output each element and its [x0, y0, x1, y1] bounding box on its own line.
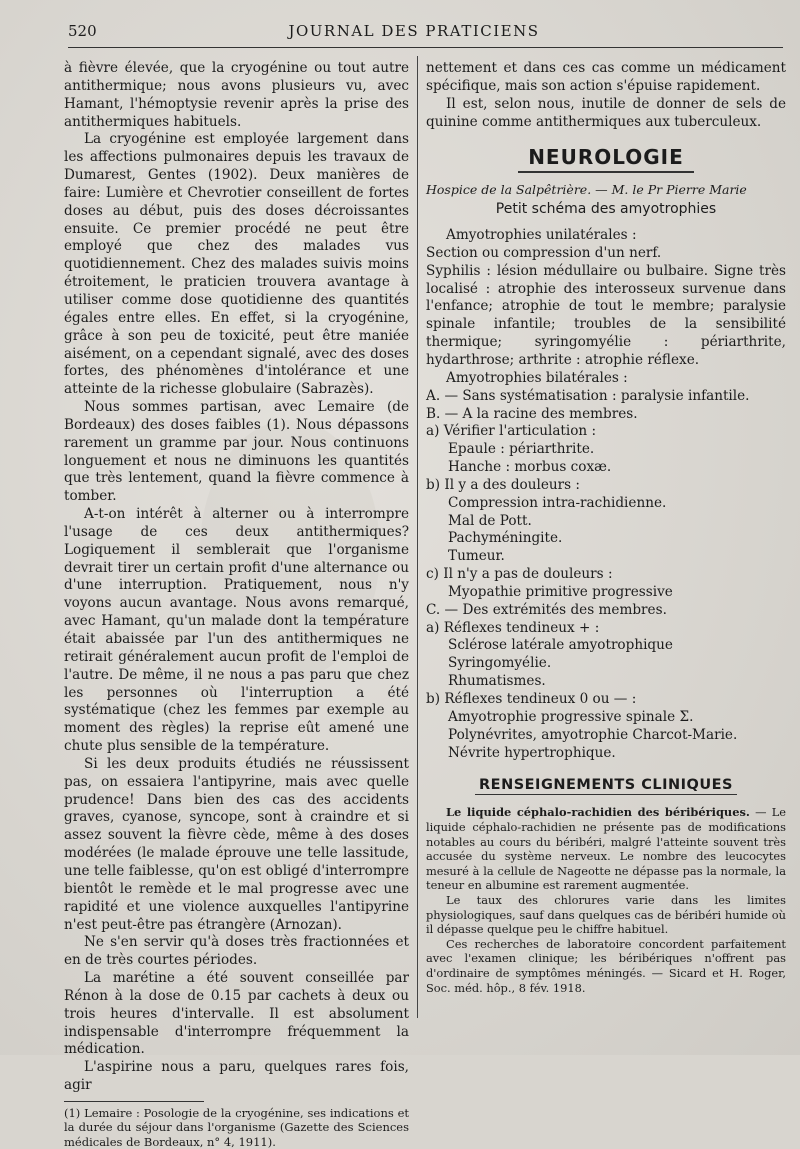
- paragraph-body: — Le liquide céphalo-rachidien ne présente pas de modifications notables au cours du béribéri, malgré l'atteinte souvent très accusée du système nerveux. Le nombre des leucocytes mesuré à la cellule de Nageotte ne dépasse pas la normale, la teneur en albumine est rarement augmentée.: [426, 805, 787, 893]
- page-number: 520: [68, 22, 97, 40]
- paragraph: Ces recherches de laboratoire concordent parfaitement avec l'examen clinique; les béribériques n'offrent pas d'ordinaire de symptômes méningés. — Sicard et H. Roger, Soc. méd. hôp., 8 fév. 1918.: [426, 936, 786, 995]
- article-title: Petit schéma des amyotrophies: [495, 201, 717, 218]
- list-item: Sclérose latérale amyotrophique: [448, 637, 673, 654]
- paragraph: Le taux des chlorures varie dans les limites physiologiques, sauf dans quelques cas de béribéri humide où il dépasse quelque peu le chiffre habituel.: [426, 892, 786, 937]
- footnote: (1) Lemaire : Posologie de la cryogénine, ses indications et la durée du séjour dans l'organisme (Gazette des Sciences médicales de Bordeaux, n° 4, 1911).: [64, 1105, 409, 1149]
- list-item: Epaule : périarthrite.: [448, 441, 595, 458]
- column-divider: [417, 56, 418, 1018]
- list-item: Névrite hypertrophique.: [448, 744, 616, 761]
- list-item: Rhumatismes.: [448, 673, 546, 690]
- right-column: [426, 60, 786, 1018]
- page-header: [68, 22, 760, 46]
- list-item: b) Réflexes tendineux 0 ou — :: [426, 691, 637, 707]
- list-item: Amyotrophies bilatérales :: [446, 369, 628, 386]
- list-item: Polynévrites, amyotrophie Charcot-Marie.: [448, 726, 738, 743]
- paragraph: L'aspirine nous a paru, quelques rares fois, agir: [64, 1059, 409, 1094]
- section-heading-wrapper: [426, 774, 786, 795]
- list-item: Section ou compression d'un nerf.: [426, 244, 662, 261]
- paragraph: Nous sommes partisan, avec Lemaire (de Bordeaux) des doses faibles (1). Nous dépassons rarement un gramme par jour. Nous continuons longuement et nous ne diminuons les quantités que très lentement, quand la fièvre commence à tomber.: [64, 399, 409, 505]
- paragraph-title: Le liquide céphalo-rachidien des béribériques.: [446, 805, 750, 820]
- paragraph: A-t-on intérêt à alterner ou à interrompre l'usage de ces deux antithermiques? Logiquement il semblerait que l'organisme devrait tirer un certain profit d'une alternance ou d'une interruption. Pratiquement, nous n'y voyons aucun avantage. Nous avons remarqué, avec Hamant, qu'un malade dont la température était abaissée par l'un des antithermiques ne retirait généralement aucun profit de l'emploi de l'autre. De même, il ne nous a pas paru que chez les personnes où l'interruption a été systématique (chez les femmes par exemple au moment des règles) la reprise eût amené une chute plus sensible de la température.: [64, 506, 409, 755]
- list-item: b) Il y a des douleurs :: [426, 476, 580, 493]
- list-item: Amyotrophie progressive spinale Σ.: [448, 708, 694, 725]
- paragraph: Ne s'en servir qu'à doses très fractionnées et en de très courtes périodes.: [64, 934, 409, 969]
- list-item: Hanche : morbus coxæ.: [448, 459, 612, 476]
- section-heading-neurologie: NEUROLOGIE: [518, 145, 694, 173]
- list-item: B. — A la racine des membres.: [426, 405, 638, 422]
- list-item: a) Vérifier l'articulation :: [426, 423, 597, 440]
- journal-title: JOURNAL DES PRATICIENS: [288, 22, 540, 40]
- list-item: Mal de Pott.: [448, 512, 532, 529]
- paragraph: Il est, selon nous, inutile de donner de sels de quinine comme antithermiques aux tuberculeux.: [426, 95, 786, 130]
- list-item: Syphilis : lésion médullaire ou bulbaire. Signe très localisé : atrophie des interosseux survenue dans l'enfance; atrophie de tout le membre; paralysie spinale infantile; troubles de la sensibilité thermique; syringomyélie : périarthrite, hydarthrose; arthrite : atrophie réflexe.: [426, 262, 786, 368]
- footnote-rule: [64, 1101, 204, 1102]
- hospital-line: Hospice de la Salpêtrière. — M. le Pr Pierre Marie: [426, 182, 747, 198]
- list-item: a) Réflexes tendineux + :: [426, 619, 600, 636]
- list-item: Myopathie primitive progressive: [448, 583, 673, 600]
- section-heading-renseignements: RENSEIGNEMENTS CLINIQUES: [475, 777, 737, 795]
- list-item: C. — Des extrémités des membres.: [426, 601, 667, 618]
- paragraph: Si les deux produits étudiés ne réussissent pas, on essaiera l'antipyrine, mais avec quelle prudence! Dans bien des cas des accidents graves, cyanose, syncope, sont à craindre et si assez souvent la fièvre cède, même à des doses modérées (le malade éprouve une telle lassitude, une telle faiblesse, qu'on est obligé d'interrompre bientôt le remède et le mal progresse avec une rapidité et une violence auxquelles l'antipyrine n'est peut-être pas étrangère (Arnozan).: [64, 755, 409, 933]
- paragraph: La cryogénine est employée largement dans les affections pulmonaires depuis les travaux de Dumarest, Gentes (1902). Deux manières de faire: Lumière et Chevrotier conseillent de fortes doses au début, puis des doses décroissantes ensuite. Ce premier procédé ne peut être employé que chez des malades vus quotidiennement. Chez des malades suivis moins étroitement, le praticien trouvera avantage à utiliser comme dose quotidienne des quantités égales entre elles. En effet, si la cryogénine, grâce à son peu de toxicité, peut être maniée aisément, on a cependant signalé, avec des doses fortes, des phénomènes d'intolérance et une atteinte de la richesse globulaire (Sabrazès).: [64, 131, 409, 398]
- paragraph: à fièvre élevée, que la cryogénine ou tout autre antithermique; nous avons plusieurs vu, avec Hamant, l'hémoptysie revenir après la prise des antithermiques habituels.: [64, 60, 409, 130]
- list-item: Tumeur.: [448, 548, 505, 565]
- paragraph: La marétine a été souvent conseillée par Rénon à la dose de 0.15 par cachets à deux ou trois heures d'intervalle. Il est absolument indispensable d'interrompre fréquemment la médication.: [64, 970, 409, 1058]
- list-item: A. — Sans systématisation : paralysie infantile.: [426, 387, 750, 404]
- section-heading-wrapper: [426, 145, 786, 173]
- list-item: Amyotrophies unilatérales :: [446, 227, 637, 244]
- list-item: Syringomyélie.: [448, 655, 552, 672]
- list-item: Pachyméningite.: [448, 530, 563, 547]
- paragraph: [426, 805, 786, 893]
- left-column: [64, 60, 409, 1149]
- paragraph: nettement et dans ces cas comme un médicament spécifique, mais son action s'épuise rapidement.: [426, 60, 786, 94]
- list-item: Compression intra-rachidienne.: [448, 494, 667, 511]
- list-item: c) Il n'y a pas de douleurs :: [426, 566, 613, 583]
- header-rule: [68, 47, 783, 48]
